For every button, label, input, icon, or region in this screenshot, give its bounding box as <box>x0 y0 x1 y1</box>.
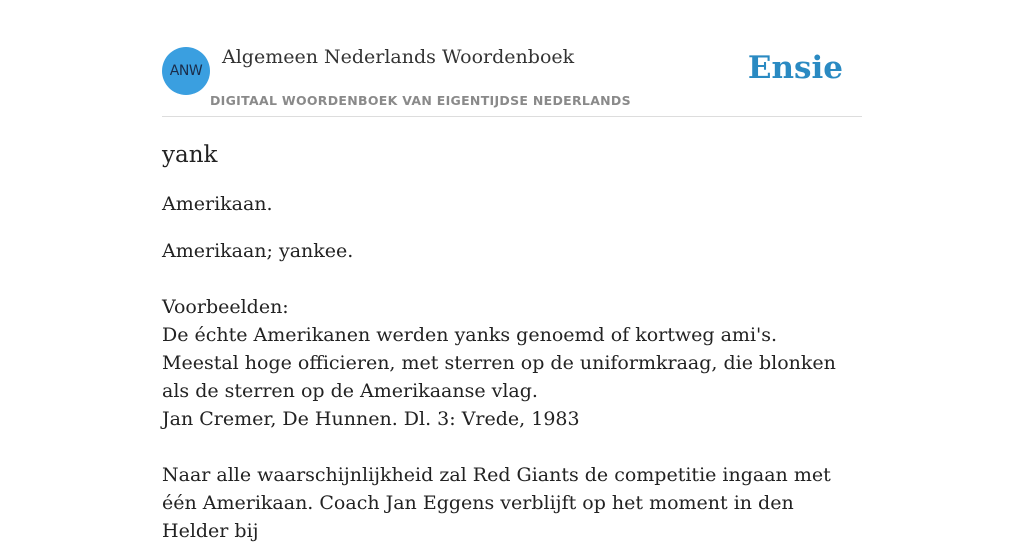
entry-content <box>162 140 852 545</box>
entry-headword: yank <box>162 142 218 168</box>
anw-logo[interactable]: ANW <box>162 47 210 95</box>
example-source: Jan Cremer, De Hunnen. Dl. 3: Vrede, 1983 <box>162 408 580 430</box>
site-title[interactable]: Algemeen Nederlands Woordenboek <box>222 46 575 68</box>
entry-body <box>162 237 852 545</box>
spacer <box>162 265 852 293</box>
site-subtitle: DIGITAAL WOORDENBOEK VAN EIGENTIJDSE NEDERLANDS <box>210 93 631 108</box>
ensie-brand-logo[interactable]: Ensie <box>747 50 843 86</box>
entry-definition: Amerikaan; yankee. <box>162 240 354 262</box>
site-header <box>162 0 862 117</box>
spacer <box>162 433 852 461</box>
example-text: Naar alle waarschijnlijkheid zal Red Giants de competitie ingaan met één Amerikaan. Coach Jan Eggens verblijft op het moment in den Helder bij <box>162 464 831 542</box>
entry-short-definition: Amerikaan. <box>162 193 273 215</box>
examples-label: Voorbeelden: <box>162 296 289 318</box>
example-text: De échte Amerikanen werden yanks genoemd of kortweg ami's. Meestal hoge officieren, met sterren op de uniformkraag, die blonken als de sterren op de Amerikaanse vlag. <box>162 324 836 402</box>
